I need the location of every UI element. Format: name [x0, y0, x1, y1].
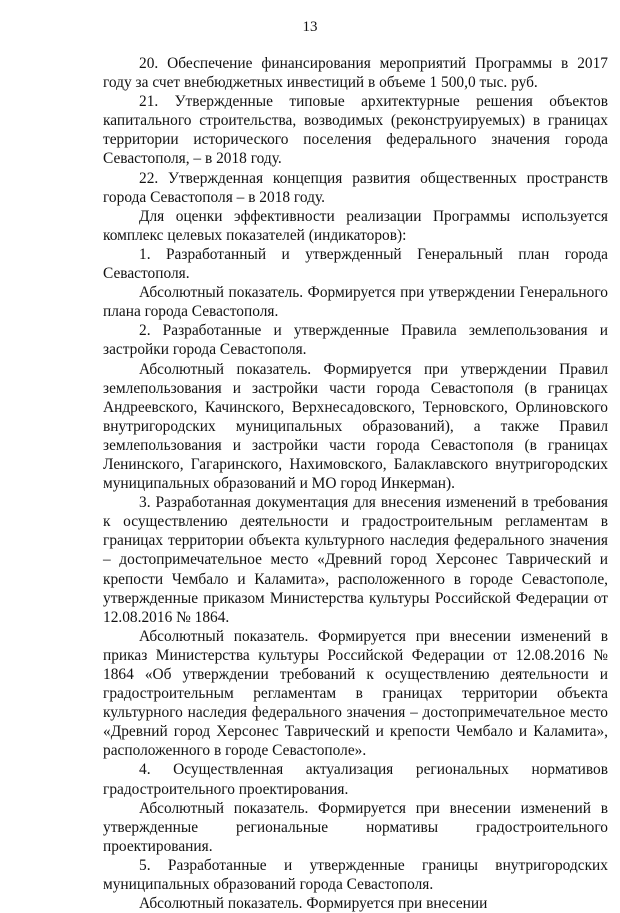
page-number: 13: [302, 19, 318, 35]
paragraph-indicator-4: 4. Осуществленная актуализация региональных нормативов градостроительного проектирования.: [103, 761, 608, 798]
paragraph-indicator-5-description: Абсолютный показатель. Формируется при внесении: [139, 895, 488, 913]
paragraph-indicator-5: 5. Разработанные и утвержденные границы внутригородских муниципальных образований города Севастополя.: [103, 856, 608, 894]
paragraph-indicators-intro: Для оценки эффективности реализации Программы используется комплекс целевых показателей (индикаторов):: [103, 207, 608, 244]
document-body: [103, 54, 608, 913]
paragraph-indicator-3: 3. Разработанная документация для внесения изменений в требования к осуществлению деятельности и градостроительным регламентам в границах территории объекта культурного наследия федерального значения – достопримечательное место «Древний город Херсонес Таврический и крепости Чембало и Каламита», расположенного в городе Севастополе, утвержденные приказом Министерства культуры Российской Федерации от 12.08.2016 № 1864.: [103, 494, 608, 626]
paragraph-indicator-1-description: Абсолютный показатель. Формируется при утверждении Генерального плана города Севастополя.: [103, 284, 608, 321]
paragraph-indicator-4-description: Абсолютный показатель. Формируется при внесении изменений в утвержденные региональные нормативы градостроительного проектирования.: [103, 799, 608, 855]
paragraph-indicator-3-description: Абсолютный показатель. Формируется при внесении изменений в приказ Министерства культуры Российской Федерации от 12.08.2016 № 1864 «Об утверждении требований к осуществлению деятельности и градостроительным регламентам в границах территории объекта культурного наследия федерального значения – достопримечательное место «Древний город Херсонес Таврический и крепости Чембало и Каламита», расположенного в городе Севастополе».: [103, 627, 608, 760]
paragraph-indicator-2-description: Абсолютный показатель. Формируется при утверждении Правил землепользования и застройки части города Севастополя (в границах Андреевского, Качинского, Верхнесадовского, Терновского, Орлиновского внутригородских муниципальных образований), а также Правил землепользования и застройки части города Севастополя (в границах Ленинского, Гагаринского, Нахимовского, Балаклавского внутригородских муниципальных образований и МО город Инкерман).: [103, 360, 608, 493]
paragraph-indicator-1: 1. Разработанный и утвержденный Генеральный план города Севастополя.: [103, 245, 608, 283]
paragraph-indicator-2: 2. Разработанные и утвержденные Правила землепользования и застройки города Севастополя.: [103, 322, 608, 359]
paragraph-item-21: 21. Утвержденные типовые архитектурные решения объектов капитального строительства, возводимых (реконструируемых) в границах территории исторического поселения федерального значения города Севастополя, – в 2018 году.: [103, 93, 608, 168]
paragraph-item-22: 22. Утвержденная концепция развития общественных пространств города Севастополя – в 2018 году.: [103, 169, 608, 206]
paragraph-item-20: 20. Обеспечение финансирования мероприятий Программы в 2017 году за счет внебюджетных инвестиций в объеме 1 500,0 тыс. руб.: [103, 55, 608, 92]
